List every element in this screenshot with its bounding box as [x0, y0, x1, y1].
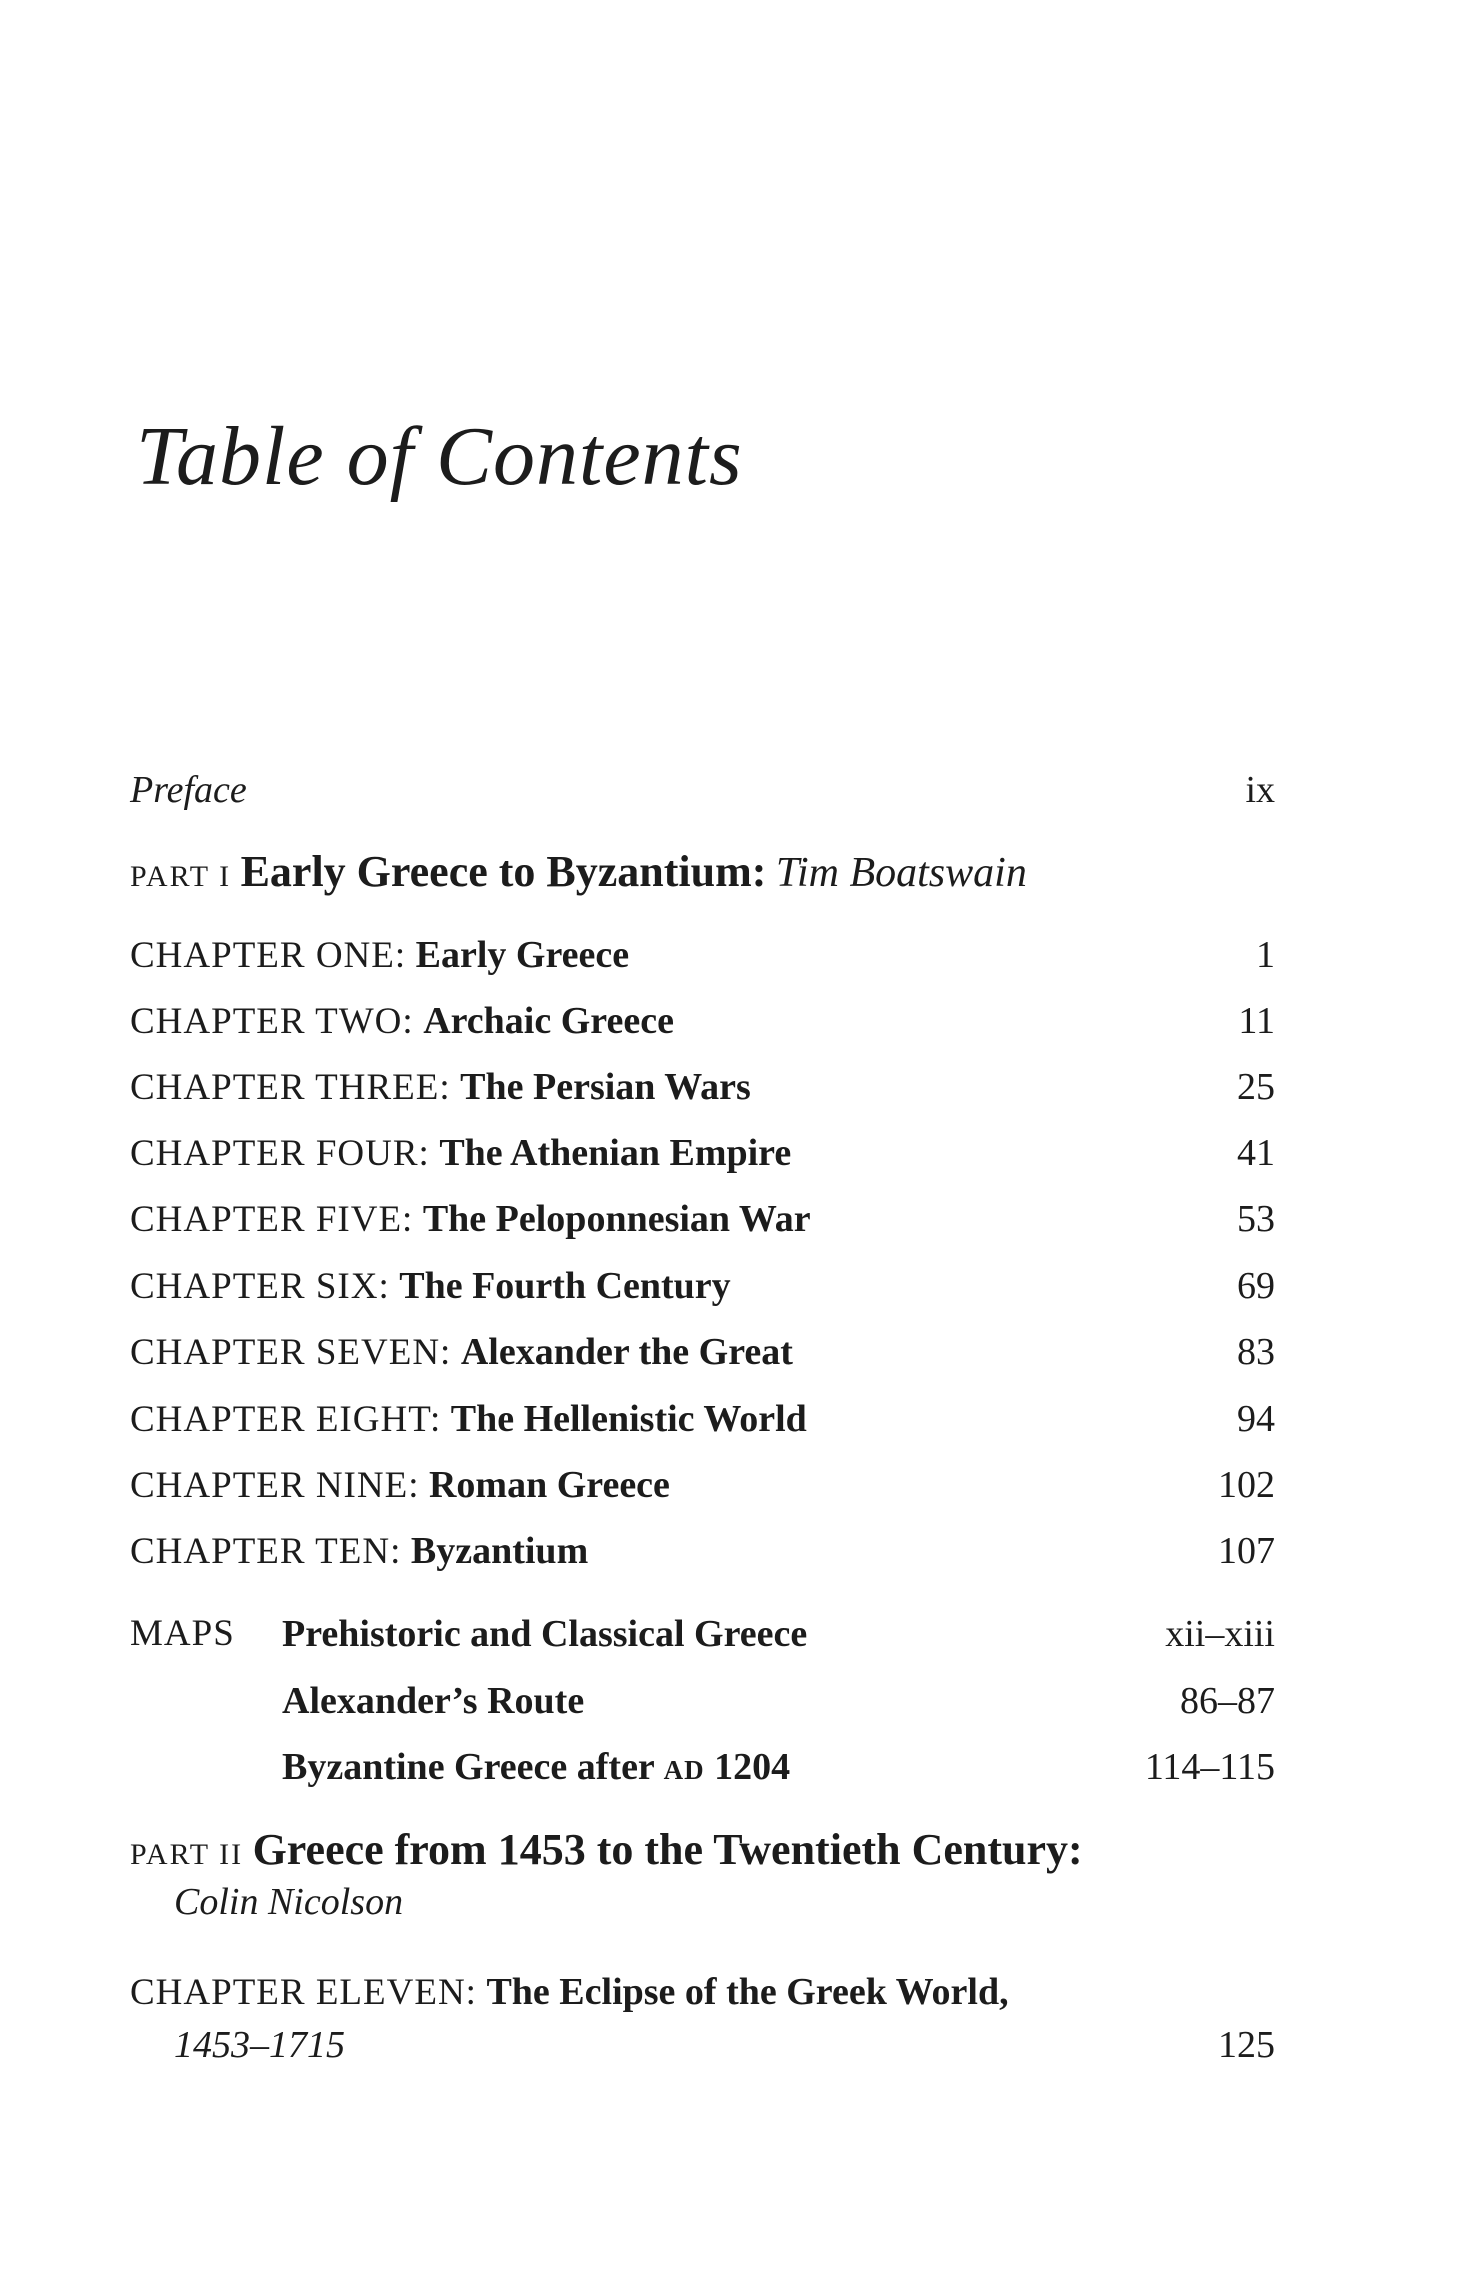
toc-entry-chapter-2[interactable]	[130, 991, 1275, 1051]
toc-entry-chapter-6[interactable]	[130, 1256, 1275, 1316]
part-author: Tim Boatswain	[775, 850, 1027, 896]
toc-entry-chapter-11[interactable]	[130, 1962, 1275, 2022]
era-label: AD	[663, 1755, 705, 1785]
part-title: Greece from 1453 to the Twentieth Century:	[252, 1825, 1083, 1874]
chapter-label	[130, 1455, 670, 1516]
preface-label: Preface	[130, 769, 247, 811]
map-title-after: 1204	[704, 1746, 791, 1788]
toc-entry-chapter-10[interactable]	[130, 1521, 1275, 1581]
toc-entry-map-3[interactable]	[130, 1737, 1275, 1797]
toc-entry-chapter-4[interactable]	[130, 1123, 1275, 1183]
toc-entry-chapter-8[interactable]	[130, 1389, 1275, 1449]
page-number: 1	[1256, 934, 1275, 976]
chapter-label	[130, 1322, 793, 1383]
chapter-label	[130, 1189, 811, 1250]
chapter-label	[130, 1256, 731, 1317]
toc-entry-chapter-3[interactable]	[130, 1057, 1275, 1117]
toc-entry-chapter-11-dates	[130, 2015, 1275, 2075]
toc-entry-preface[interactable]	[130, 760, 1275, 820]
chapter-prefix: CHAPTER TEN:	[130, 1531, 402, 1572]
chapter-title: The Fourth Century	[399, 1265, 731, 1307]
chapter-prefix: CHAPTER SEVEN:	[130, 1332, 452, 1373]
chapter-prefix: CHAPTER EIGHT:	[130, 1399, 442, 1440]
chapter-title: The Eclipse of the Greek World,	[486, 1971, 1009, 2013]
page-number: 114–115	[1144, 1746, 1275, 1788]
chapter-title: The Persian Wars	[460, 1066, 751, 1108]
chapter-label	[130, 1389, 807, 1450]
chapter-prefix: CHAPTER THREE:	[130, 1067, 451, 1108]
part-heading-text	[130, 842, 1027, 907]
toc-entry-map-1[interactable]	[130, 1604, 1275, 1664]
page-number: 102	[1218, 1464, 1275, 1506]
page-number: 53	[1237, 1198, 1275, 1240]
toc-entry-chapter-7[interactable]	[130, 1322, 1275, 1382]
page-title: Table of Contents	[136, 410, 743, 503]
page-number: 83	[1237, 1331, 1275, 1373]
page-number: 125	[1218, 2024, 1275, 2066]
page-number: 107	[1218, 1530, 1275, 1572]
chapter-title: The Athenian Empire	[439, 1132, 792, 1174]
toc-entry-map-2[interactable]	[130, 1671, 1275, 1731]
chapter-label	[130, 1123, 791, 1184]
chapter-title: Archaic Greece	[423, 1000, 674, 1042]
chapter-title: The Hellenistic World	[450, 1398, 807, 1440]
chapter-label	[130, 1962, 1009, 2023]
chapter-prefix: CHAPTER SIX:	[130, 1266, 390, 1307]
map-title	[282, 1737, 790, 1800]
chapter-title: Early Greece	[415, 934, 630, 976]
page-number: 86–87	[1180, 1680, 1275, 1722]
chapter-prefix: CHAPTER ONE:	[130, 935, 407, 976]
page-number: ix	[1245, 769, 1275, 811]
part-label: PART I	[130, 860, 232, 893]
chapter-prefix: CHAPTER FIVE:	[130, 1199, 414, 1240]
page-number: 25	[1237, 1066, 1275, 1108]
toc-entry-chapter-9[interactable]	[130, 1455, 1275, 1515]
chapter-label	[130, 1521, 588, 1582]
map-title: Prehistoric and Classical Greece	[282, 1613, 808, 1655]
chapter-title: Byzantium	[410, 1530, 589, 1572]
chapter-title: The Peloponnesian War	[422, 1198, 811, 1240]
part-author: Colin Nicolson	[174, 1881, 404, 1923]
map-title: Alexander’s Route	[282, 1680, 585, 1722]
part-heading-2[interactable]	[130, 1820, 1275, 1880]
chapter-prefix: CHAPTER ELEVEN:	[130, 1972, 477, 2013]
chapter-label	[130, 991, 674, 1052]
part-heading-1[interactable]	[130, 842, 1275, 902]
chapter-label	[130, 1057, 751, 1118]
chapter-label	[130, 925, 629, 986]
part-author-line	[130, 1872, 1275, 1932]
chapter-title: Roman Greece	[428, 1464, 670, 1506]
chapter-dates: 1453–1715	[174, 2024, 345, 2066]
page-number: 11	[1238, 1000, 1275, 1042]
part-label: PART II	[130, 1838, 244, 1871]
chapter-title: Alexander the Great	[460, 1331, 793, 1373]
page-number: 94	[1237, 1398, 1275, 1440]
toc-entry-chapter-5[interactable]	[130, 1189, 1275, 1249]
page-number: xii–xiii	[1165, 1613, 1275, 1655]
maps-label: MAPS	[130, 1613, 235, 1654]
map-title-before: Byzantine Greece after	[282, 1746, 664, 1788]
toc-entry-chapter-1[interactable]	[130, 925, 1275, 985]
chapter-prefix: CHAPTER NINE:	[130, 1465, 420, 1506]
page-number: 41	[1237, 1132, 1275, 1174]
part-title: Early Greece to Byzantium:	[240, 847, 767, 896]
chapter-prefix: CHAPTER FOUR:	[130, 1133, 430, 1174]
page-number: 69	[1237, 1265, 1275, 1307]
chapter-prefix: CHAPTER TWO:	[130, 1001, 414, 1042]
